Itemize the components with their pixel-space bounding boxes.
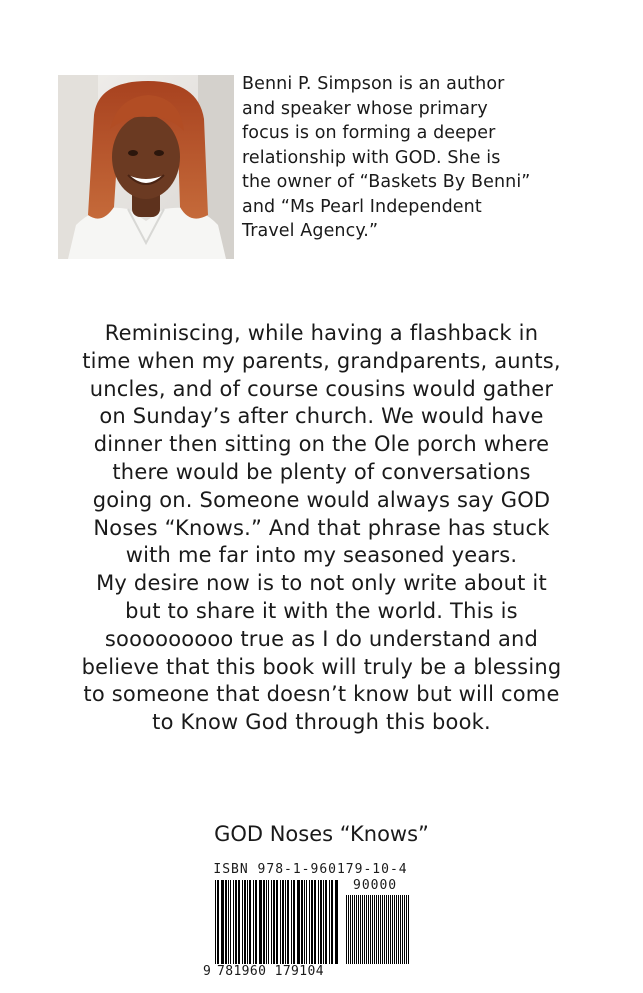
barcode-bar xyxy=(271,880,272,964)
author-bio xyxy=(242,72,582,244)
barcode-bar xyxy=(291,880,292,964)
barcode-bar xyxy=(266,880,267,964)
barcode-bar xyxy=(398,895,399,964)
blurb-line: uncles, and of course cousins would gather xyxy=(89,376,554,401)
author-bio-line: and speaker whose primary xyxy=(242,98,488,119)
book-title-tagline: GOD Noses “Knows” xyxy=(214,822,429,846)
barcode-bar xyxy=(388,895,389,964)
barcode-bar xyxy=(374,895,375,964)
barcode-bar xyxy=(242,880,243,964)
isbn-label: ISBN 978-1-960179-10-4 xyxy=(213,862,408,877)
barcode-bar xyxy=(263,880,265,964)
barcode-bar xyxy=(406,895,407,964)
blurb-line: there would be plenty of conversations xyxy=(112,459,531,484)
blurb-line: but to share it with the world. This is xyxy=(125,598,518,623)
barcode-bar xyxy=(273,880,275,964)
barcode-bar xyxy=(346,895,347,964)
author-bio-line: Benni P. Simpson is an author xyxy=(242,74,505,94)
author-bio-line: the owner of “Baskets By Benni” xyxy=(242,172,531,192)
barcode-bar xyxy=(382,895,383,964)
barcode-bar xyxy=(280,880,281,964)
barcode-bar xyxy=(325,880,327,964)
barcode-bar xyxy=(276,880,278,964)
author-portrait-image xyxy=(58,75,234,259)
author-bio-line: relationship with GOD. She is xyxy=(242,147,501,168)
author-bio-line: and “Ms Pearl Independent xyxy=(242,196,482,217)
barcode-bar xyxy=(358,895,359,964)
barcode-bar xyxy=(362,895,363,964)
barcode-bar xyxy=(386,895,387,964)
barcode-bar xyxy=(354,895,355,964)
barcode-bar xyxy=(370,895,371,964)
barcode-bar xyxy=(221,880,224,964)
barcode-bar xyxy=(255,880,257,964)
barcode-bar xyxy=(225,880,227,964)
barcode-bar xyxy=(394,895,395,964)
blurb-line: time when my parents, grandparents, aunts, xyxy=(82,348,561,373)
blurb-line: to Know God through this book. xyxy=(152,710,491,735)
barcode-bar xyxy=(217,880,219,964)
barcode-bar xyxy=(378,895,379,964)
barcode-bar xyxy=(215,880,216,964)
barcode-bar xyxy=(331,880,333,964)
barcode-bar xyxy=(390,895,391,964)
barcode-bar xyxy=(238,880,240,964)
barcode-bar xyxy=(309,880,310,964)
ean-number: 781960 179104 xyxy=(217,964,324,979)
blurb-line: dinner then sitting on the Ole porch where xyxy=(93,432,550,457)
barcode-bar xyxy=(320,880,322,964)
barcode-bar xyxy=(293,880,295,964)
blurb-line: believe that this book will truly be a blessing xyxy=(81,654,562,679)
barcode-bar xyxy=(368,895,369,964)
ean-lead-digit: 9 xyxy=(203,964,211,979)
barcode-bar xyxy=(400,895,401,964)
barcode-bar xyxy=(235,880,237,964)
blurb-line: Noses “Knows.” And that phrase has stuck xyxy=(93,515,550,540)
blurb-line: on Sunday’s after church. We would have xyxy=(99,404,544,429)
barcode-bar xyxy=(304,880,305,964)
barcode-bar xyxy=(408,895,409,964)
barcode-bar xyxy=(350,895,351,964)
barcode-bar xyxy=(396,895,397,964)
barcode-bar xyxy=(384,895,385,964)
barcode-bar xyxy=(285,880,286,964)
barcode-bar xyxy=(287,880,289,964)
author-bio-line: focus is on forming a deeper xyxy=(242,123,496,143)
barcode-bar xyxy=(268,880,269,964)
blurb-line: with me far into my seasoned years. xyxy=(125,543,518,568)
barcode-bar xyxy=(352,895,353,964)
barcode-bar xyxy=(392,895,393,964)
barcode-bar xyxy=(244,880,246,964)
author-photo xyxy=(58,75,234,259)
barcode-bar xyxy=(253,880,254,964)
barcode-bar xyxy=(249,880,251,964)
barcode-bar xyxy=(356,895,357,964)
barcode-bar xyxy=(329,880,330,964)
barcode-bar xyxy=(306,880,307,964)
blurb-line: sooooooooo true as I do understand and xyxy=(104,626,539,651)
barcode-bar xyxy=(297,880,300,964)
blurb-line: going on. Someone would always say GOD xyxy=(92,487,551,512)
barcode-bar xyxy=(230,880,231,964)
price-code: 90000 xyxy=(353,878,398,893)
barcode-bar xyxy=(282,880,284,964)
blurb-line: to someone that doesn’t know but will come xyxy=(83,682,560,707)
barcode-bar xyxy=(323,880,324,964)
barcode-bar xyxy=(360,895,361,964)
barcode-bar xyxy=(402,895,403,964)
blurb-line: Reminiscing, while having a flashback in xyxy=(104,321,539,345)
barcode-bar xyxy=(404,895,405,964)
barcode-bar xyxy=(376,895,377,964)
barcode-bar xyxy=(247,880,248,964)
barcode-bar xyxy=(233,880,234,964)
barcode-bar xyxy=(372,895,373,964)
barcode-bar xyxy=(259,880,262,964)
barcode-bar xyxy=(314,880,316,964)
barcode-bar xyxy=(318,880,319,964)
barcode-bar xyxy=(335,880,338,964)
author-bio-line: Travel Agency.” xyxy=(242,221,379,241)
barcode-bar xyxy=(228,880,229,964)
barcode-bar xyxy=(311,880,313,964)
barcode-bar xyxy=(348,895,349,964)
barcode-bar xyxy=(366,895,367,964)
book-blurb xyxy=(40,320,603,737)
isbn-barcode xyxy=(203,862,418,982)
barcode-bar xyxy=(380,895,381,964)
barcode-bar xyxy=(301,880,303,964)
barcode-bar xyxy=(364,895,365,964)
blurb-line: My desire now is to not only write about it xyxy=(96,571,547,596)
